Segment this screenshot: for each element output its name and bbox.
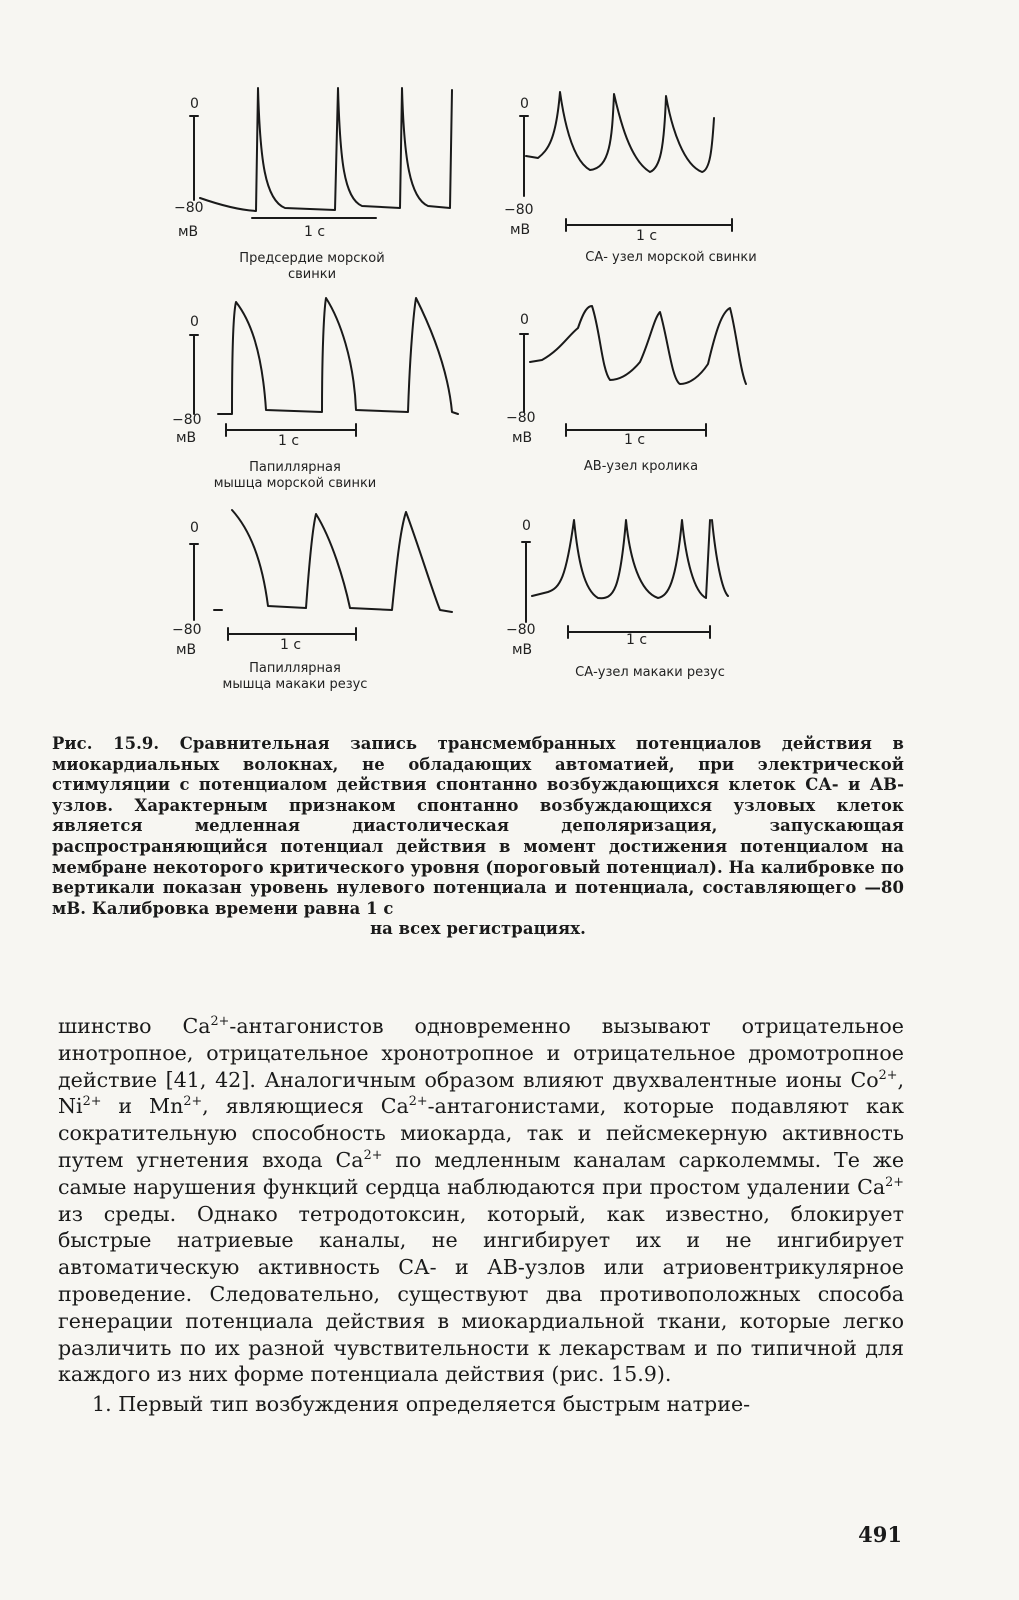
p2-time-label: 1 с: [636, 228, 658, 244]
panel-4-trace: [520, 306, 746, 436]
superscript: 2+: [878, 1067, 898, 1083]
p3-unit: мВ: [176, 430, 197, 446]
body-paragraph-1: [58, 1013, 904, 1388]
body-paragraph-2: 1. Первый тип возбуждения определяется быстрым натрие-: [92, 1392, 751, 1417]
body-text-run: шинство Ca: [58, 1014, 211, 1038]
superscript: 2+: [408, 1094, 428, 1110]
p1-label-line2: свинки: [287, 267, 337, 282]
p3-label: [200, 460, 390, 492]
panel-2-trace: [520, 92, 732, 231]
body-text-run: по медленным каналам сарколеммы. Те же самые нарушения функций сердца наблюдаются при простом удалении Ca: [58, 1147, 905, 1199]
p1-time-label: 1 с: [304, 224, 326, 240]
p5-label-line2: мышца макаки резус: [222, 677, 368, 692]
superscript: 2+: [82, 1094, 102, 1110]
figure-15-9: [0, 0, 1019, 720]
p6-axis-top: 0: [522, 518, 531, 534]
p5-axis-top: 0: [190, 520, 199, 536]
p3-time-label: 1 с: [278, 433, 300, 449]
p2-unit: мВ: [510, 222, 531, 238]
p5-time-label: 1 с: [280, 637, 302, 653]
body-text: [58, 1013, 904, 1418]
body-text-run: , Ni: [58, 1067, 904, 1119]
p5-unit: мВ: [176, 642, 197, 658]
body-text-run: из среды. Однако тетродотоксин, который, как известно, блокирует быстрые натриевые каналы, не ингибирует их и не ингибирует автоматическую активность СА- и АВ-узлов или атриовентрикулярное проведение. Следовательно, существуют два противоположных способа генерации потенциала действия в миокардиальной ткани, которые легко различить по их разной чувствительности к лекарствам и по типичной для каждого из них форме потенциала действия (рис. 15.9).: [58, 1201, 904, 1387]
body-text-run: , являющиеся Ca: [202, 1094, 409, 1119]
superscript: 2+: [210, 1014, 230, 1030]
figure-caption: [52, 734, 904, 940]
p3-axis-bottom: −80: [172, 412, 202, 428]
p3-axis-top: 0: [190, 314, 199, 330]
superscript: 2+: [183, 1094, 203, 1110]
p6-label: [550, 665, 750, 681]
body-text-run: -антагонистами, которые подавляют как сократительную способность миокарда, так и пейсмекерную активность путем угнетения входа Ca: [58, 1094, 904, 1172]
p2-axis-top: 0: [520, 96, 529, 112]
panel-6-trace: [522, 520, 728, 638]
superscript: 2+: [885, 1174, 904, 1190]
body-text-run: и Mn: [101, 1094, 184, 1119]
superscript: 2+: [363, 1148, 383, 1164]
p4-axis-bottom: −80: [506, 410, 536, 426]
panel-3-trace: [190, 298, 458, 436]
p6-label-line1: СА-узел макаки резус: [575, 665, 725, 680]
p4-label-line1: АВ-узел кролика: [583, 459, 699, 474]
panel-1-trace: [190, 88, 452, 218]
p5-label-line1: Папиллярная: [249, 661, 341, 676]
panel-5-trace: [190, 510, 452, 640]
p3-label-line2: мышца морской свинки: [213, 476, 377, 491]
p5-label: [200, 661, 390, 693]
p2-axis-bottom: −80: [504, 202, 534, 218]
p5-axis-bottom: −80: [172, 622, 202, 638]
p2-label: [556, 250, 786, 266]
p4-time-label: 1 с: [624, 432, 646, 448]
p2-label-line1: СА- узел морской свинки: [585, 250, 757, 265]
p4-unit: мВ: [512, 430, 533, 446]
p6-time-label: 1 с: [626, 632, 648, 648]
p4-label: [546, 459, 736, 475]
page-number: 491: [858, 1522, 902, 1547]
caption-last-line: на всех регистрациях.: [370, 919, 586, 939]
p1-label-line1: Предсердие морской: [239, 251, 385, 266]
caption-main: Рис. 15.9. Сравнительная запись трансмембранных потенциалов действия в миокардиальных волокнах, не обладающих автоматией, при электрической стимуляции с потенциалом действия спонтанно возбуждающихся клеток СА- и АВ-узлов. Характерным признаком спонтанно возбуждающихся узловых клеток является медленная диастолическая деполяризация, запускающая распространяющийся потенциал действия в момент достижения потенциалом на мембране некоторого критического уровня (пороговый потенциал). На калибровке по вертикали показан уровень нулевого потенциала и потенциала, составляющего —80 мВ. Калибровка времени равна 1 с: [52, 734, 904, 918]
p6-unit: мВ: [512, 642, 533, 658]
p1-axis-bottom: −80: [174, 200, 204, 216]
p1-axis-top: 0: [190, 96, 199, 112]
p1-label: [222, 251, 402, 283]
p3-label-line1: Папиллярная: [249, 460, 341, 475]
body-text-run: -антагонистов одновременно вызывают отрицательное инотропное, отрицательное хронотропное и отрицательное дромотропное действие [41, 42]. Аналогичным образом влияют двухвалентные ионы Co: [58, 1014, 904, 1092]
p1-unit: мВ: [178, 224, 199, 240]
p4-axis-top: 0: [520, 312, 529, 328]
p6-axis-bottom: −80: [506, 622, 536, 638]
